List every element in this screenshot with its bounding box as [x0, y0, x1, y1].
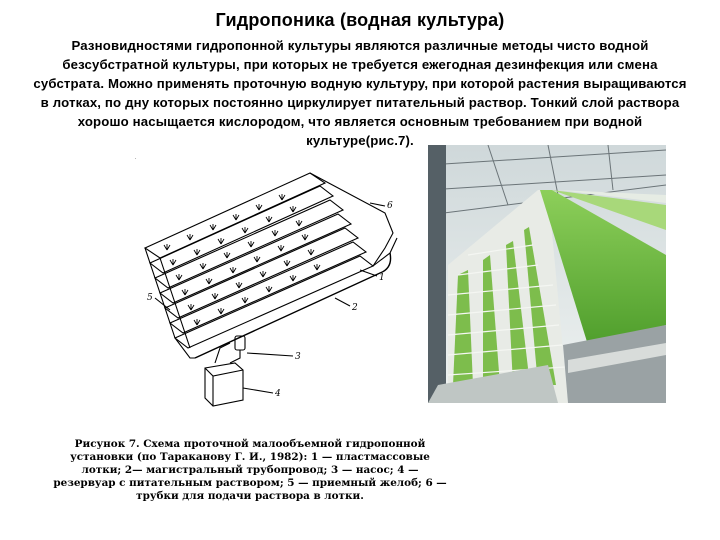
hydroponic-scheme-figure: [135, 158, 405, 420]
slide-title: Гидропоника (водная культура): [215, 10, 505, 30]
label-4: 4: [275, 389, 281, 399]
label-3: 3: [295, 352, 301, 362]
figure-caption: Рисунок 7. Схема проточной малообъемной гидропонной установки (по Тараканову Г. И., 1982): 1 — пластмассовые лотки; 2— магистральный трубопровод; 3 — насос; 4 — резервуар с питательным раствором; 5 — приемный желоб; 6 — трубки для подачи раствора в лотки.: [53, 438, 447, 502]
trays-group: [145, 173, 373, 348]
slide-paragraph: Разновидностями гидропонной культуры являются различные методы чисто водной безсубстратной культуры, при которых не требуется ежегодная дезинфекция или смена субстрата. Можно применять проточную водную культуру, при которой растения выращиваются в лотках, по дну которых постоянно циркулирует питательный раствор. Тонкий слой раствора хорошо насыщается кислородом, что является основным требованием при водной культуре(рис.7).: [33, 38, 687, 148]
label-5: 5: [147, 293, 153, 303]
label-6: 6: [387, 201, 393, 211]
label-1: 1: [379, 273, 385, 283]
greenhouse-photo: [428, 145, 666, 403]
label-2: 2: [352, 303, 358, 313]
